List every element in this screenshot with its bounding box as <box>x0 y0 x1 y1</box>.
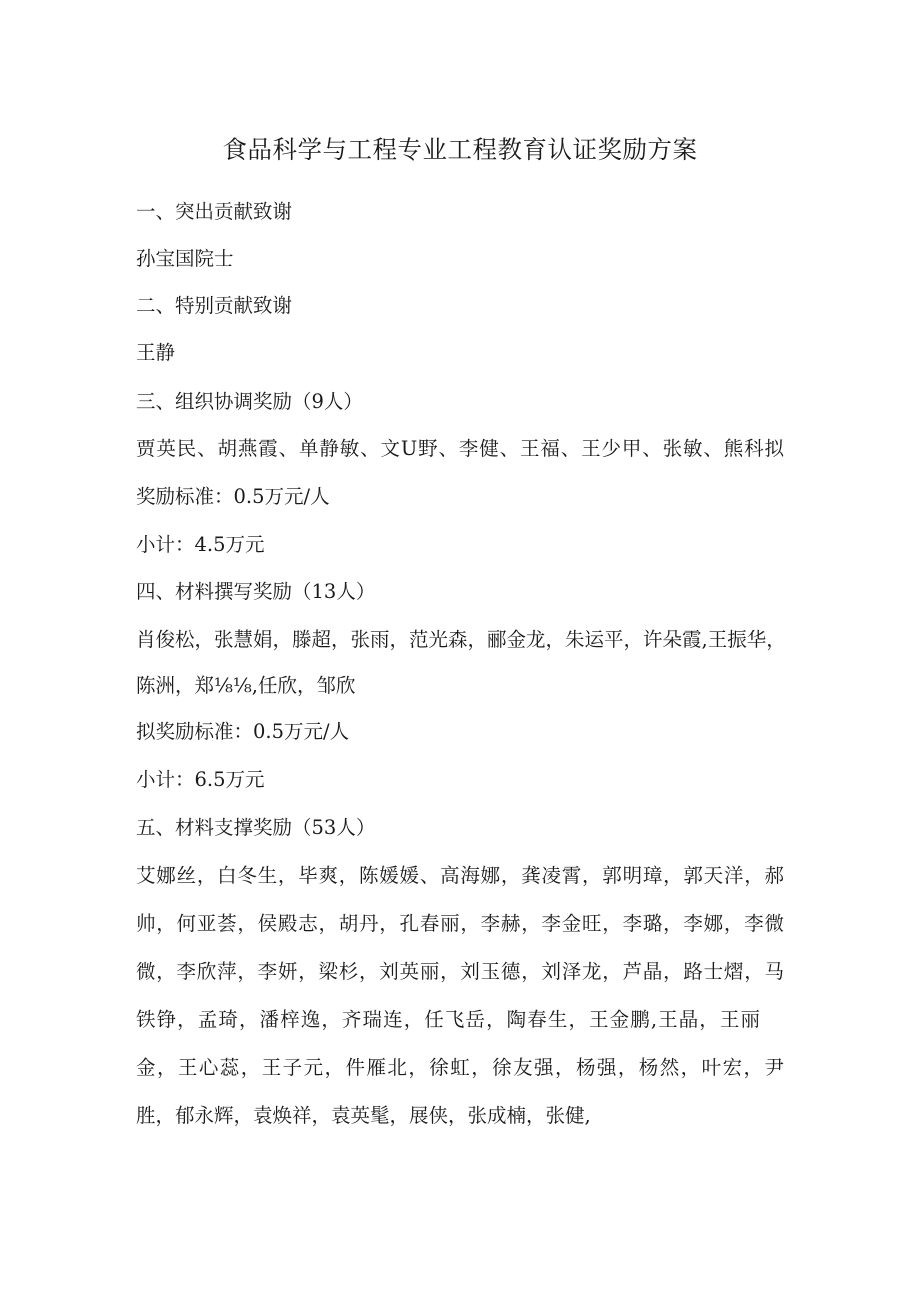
reward-standard-line: 拟奖励标准：0.5万元/人 <box>136 720 350 743</box>
names-line: 金，王心蕊，王子元，件雁北，徐虹，徐友强，杨强，杨然，叶宏，尹 <box>136 1056 784 1079</box>
section-heading-special: 二、特别贡献致谢 <box>136 294 293 317</box>
names-line: 胜，郁永辉，袁焕祥，袁英髦，展侠，张成楠，张健, <box>136 1104 591 1127</box>
section-heading-coordination: 三、组织协调奖励（9人） <box>136 390 363 413</box>
section-text-line: 孙宝国院士 <box>136 247 234 270</box>
names-line: 帅，何亚荟，侯殿志，胡丹，孔春丽，李赫，李金旺，李璐，李娜，李微 <box>136 912 784 935</box>
names-line: 艾娜丝，白冬生，毕爽，陈媛媛、高海娜，龚凌霄，郭明璋，郭天洋，郝 <box>136 864 784 887</box>
subtotal-line: 小计：6.5万元 <box>136 768 265 791</box>
section-heading-contribution: 一、突出贡献致谢 <box>136 200 293 223</box>
section-heading-support: 五、材料支撑奖励（53人） <box>136 816 376 839</box>
section-heading-writing: 四、材料撰写奖励（13人） <box>136 580 376 603</box>
names-line: 铁铮，孟琦，潘梓逸，齐瑞连，任飞岳，陶春生，王金鹏,王晶，王丽 <box>136 1008 760 1031</box>
names-line: 肖俊松，张慧娟，滕超，张雨，范光森，郦金龙，朱运平，许朵霞,王振华， <box>136 628 786 651</box>
section-text-line: 王静 <box>136 341 176 364</box>
subtotal-line: 小计：4.5万元 <box>136 533 265 556</box>
reward-standard-line: 奖励标准：0.5万元/人 <box>136 485 330 508</box>
names-line: 贾英民、胡燕霞、单静敏、文U野、李健、王福、王少甲、张敏、熊科拟 <box>136 437 784 460</box>
names-line: 陈洲，郑⅛⅛,任欣，邹欣 <box>136 674 356 697</box>
names-line: 微，李欣萍，李妍，梁杉，刘英丽，刘玉德，刘泽龙，芦晶，路士熠，马 <box>136 960 784 983</box>
document-title: 食品科学与工程专业工程教育认证奖励方案 <box>222 135 698 164</box>
